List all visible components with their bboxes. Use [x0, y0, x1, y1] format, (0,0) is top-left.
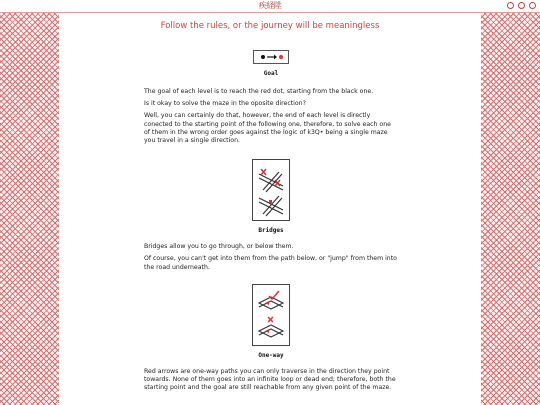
title-bar: [0, 0, 540, 13]
goal-paragraph-1: The goal of each level is to reach the red dot, starting from the black one.: [144, 88, 374, 95]
left-crosshatch-border: [0, 12, 59, 405]
goal-dot-icon: [279, 55, 283, 59]
right-crosshatch-border: [481, 12, 540, 405]
minimize-circle-icon[interactable]: [507, 2, 514, 9]
app-title: 疾経陞: [258, 1, 282, 10]
headline: Follow the rules, or the journey will be meaningless: [160, 21, 380, 31]
bridges-figure: [144, 159, 398, 234]
bridges-paragraph-1: Bridges allow you to go through, or below them.: [144, 243, 294, 251]
close-circle-icon[interactable]: [529, 2, 536, 9]
bridges-caption: Bridges: [258, 227, 284, 235]
oneway-caption: One-way: [258, 351, 284, 359]
goal-paragraph-3: Well, you can certainly do that, however, the end of each level is directly conected to the starting point of the following one, therefore, to solve each one of them in the wrong order goes against the logic of k3Q• being a single maze you travel in a single direction.: [144, 112, 391, 145]
goal-paragraph-2: Is it okay to solve the maze in the oposite direction?: [144, 100, 306, 108]
oneway-figure: [144, 284, 398, 359]
goal-caption: Goal: [263, 70, 279, 77]
window-controls: [507, 2, 536, 9]
bridges-diagram: [252, 159, 290, 221]
start-dot-icon: [261, 55, 265, 59]
maximize-circle-icon[interactable]: [518, 2, 525, 9]
goal-diagram: [253, 50, 289, 64]
arrow-right-icon: [274, 55, 277, 60]
oneway-paragraph-1: Red arrows are one-way paths you can only traverse in the direction they point towards. None of them goes into an infinite loop or dead end; therefore, both the starting point and the goal are still reachable from any given point of the maze.: [144, 367, 396, 392]
check-icon: [269, 291, 279, 299]
bridges-paragraph-2: Of course, you can't get into them from the path below, or "jump" from them into the road underneath.: [144, 255, 397, 271]
cross-icon: [268, 317, 273, 322]
goal-figure: [144, 31, 398, 77]
oneway-diagram: [252, 284, 290, 346]
help-content-panel[interactable]: [60, 13, 480, 405]
